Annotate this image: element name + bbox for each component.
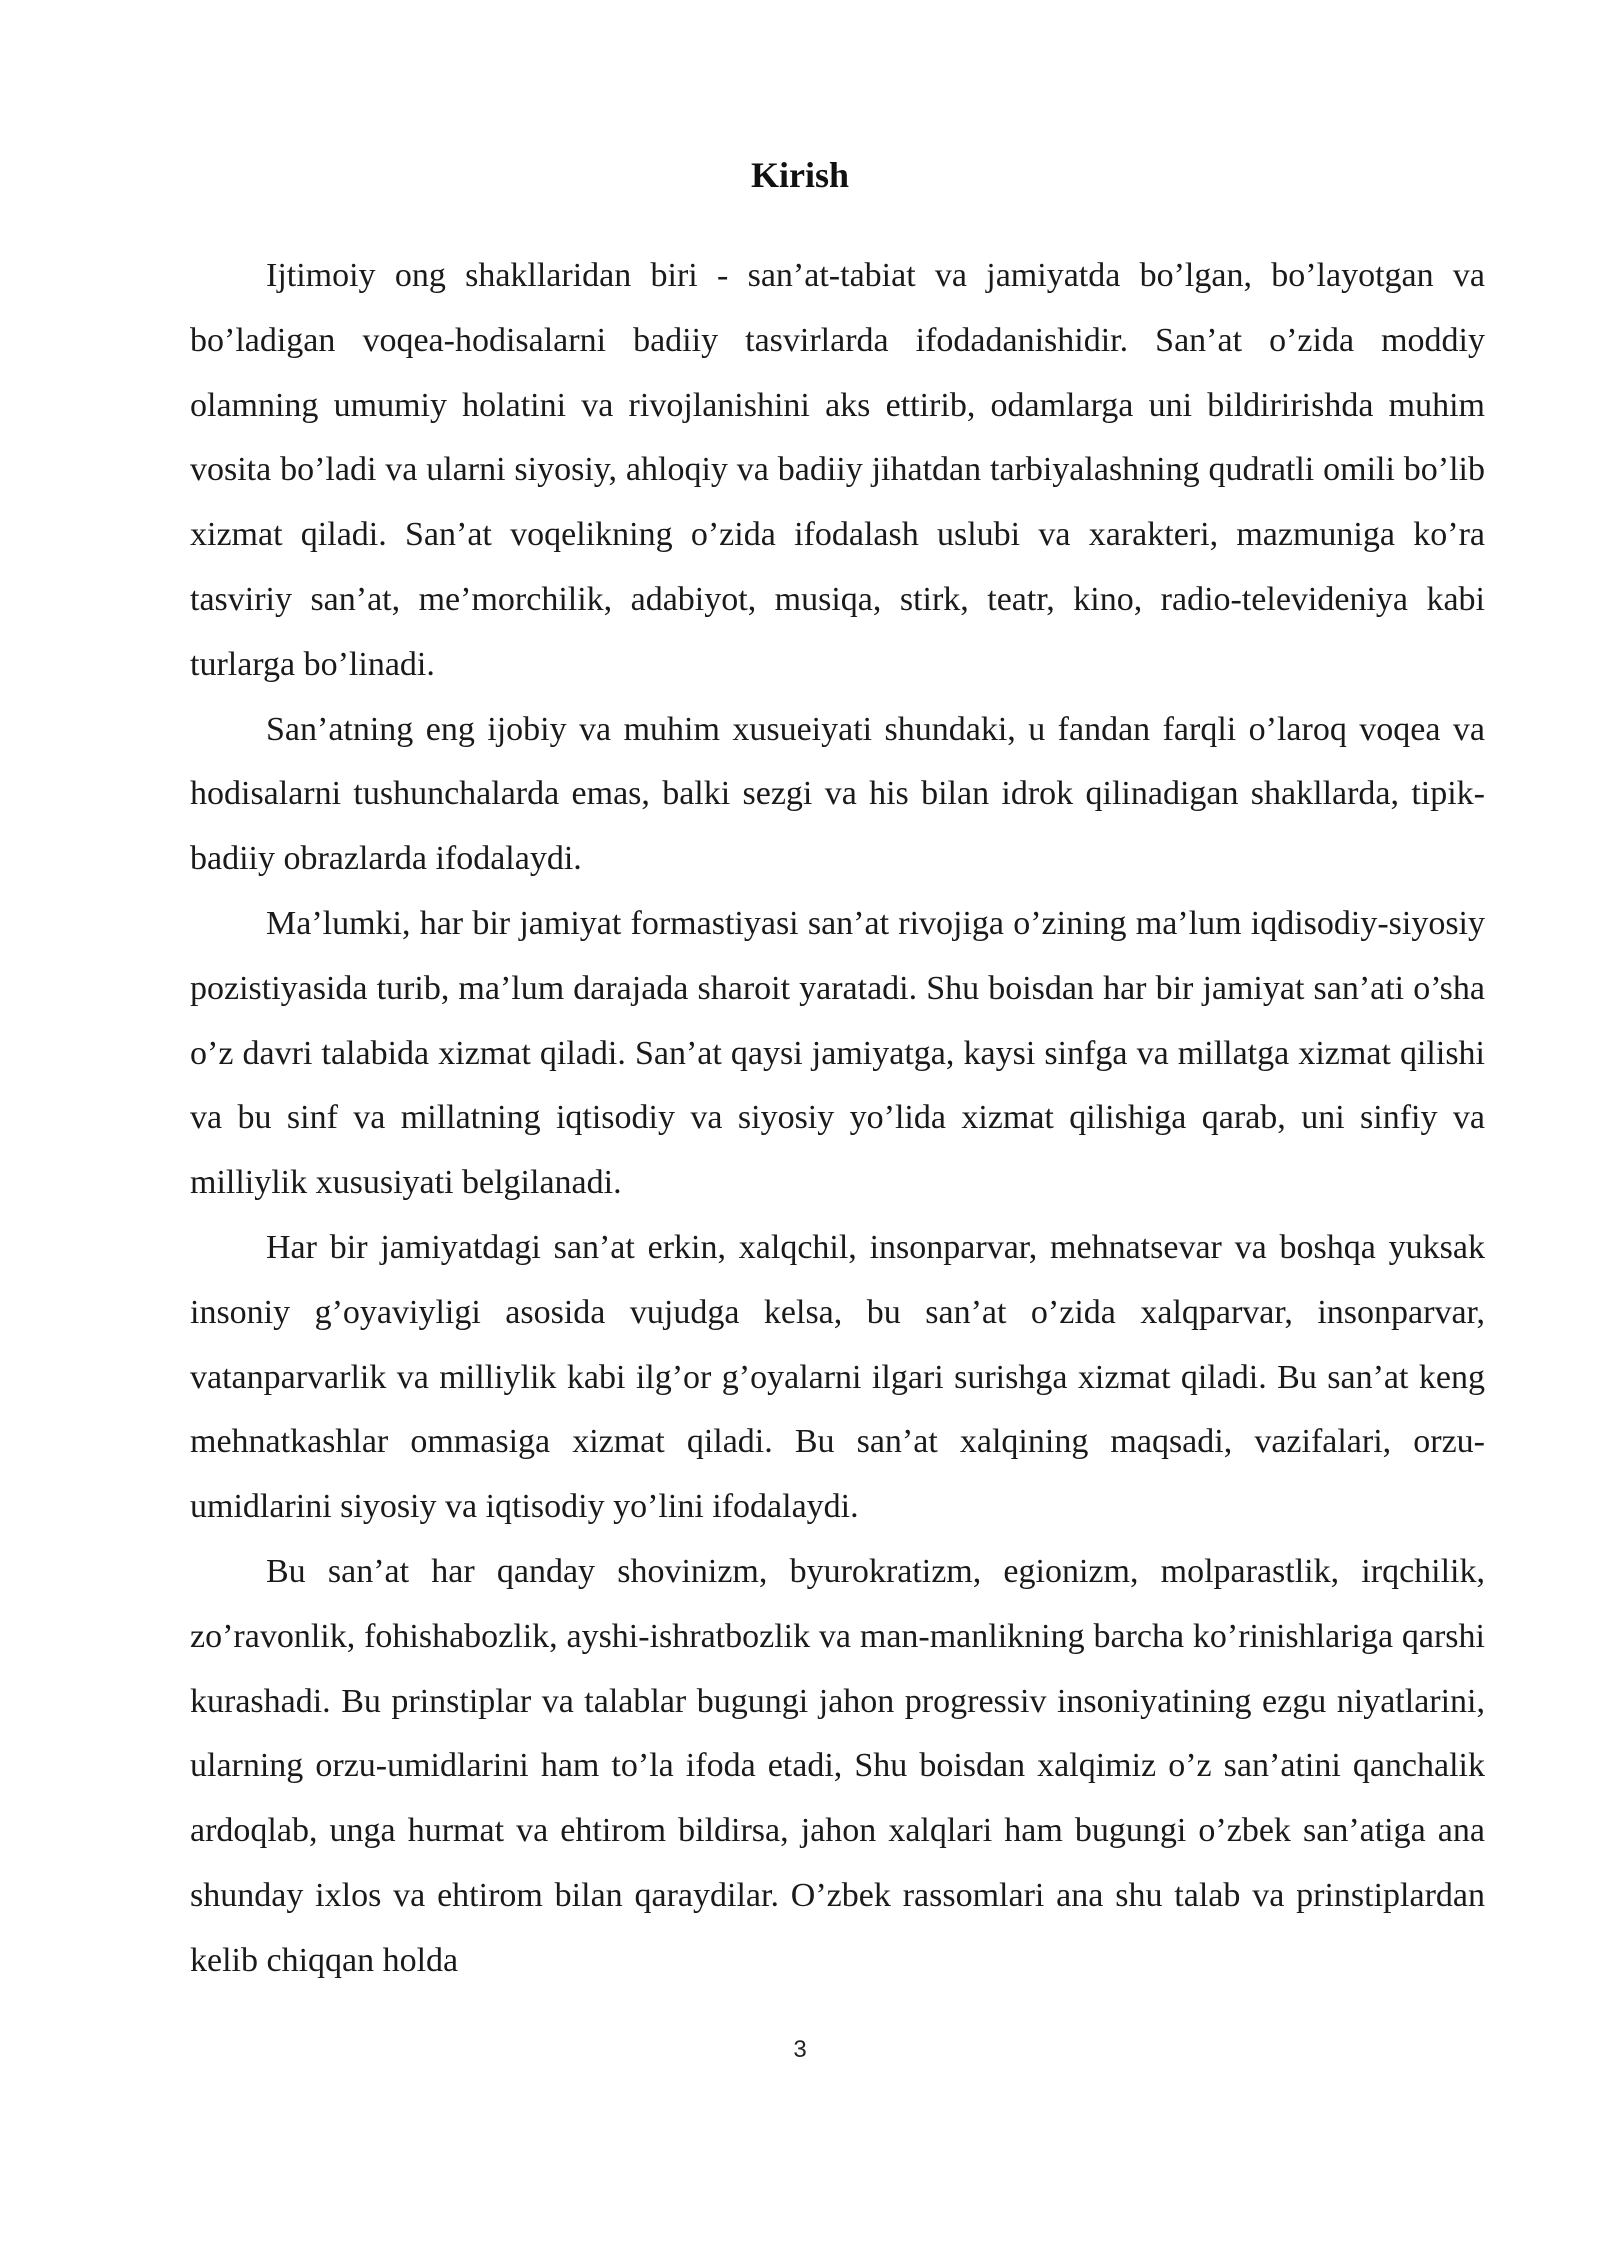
paragraph-2: San’atning eng ijobiy va muhim xusueiyati shundaki, u fandan farqli o’laroq voqea va hodisalarni tushunchalarda emas, balki sezgi va his bilan idrok qilinadigan shakllarda, tipik-badiiy obrazlarda ifodalaydi.: [190, 710, 1485, 878]
body-text: [190, 244, 1485, 1994]
page-title: Kirish: [750, 155, 849, 195]
paragraph-5: Bu san’at har qanday shovinizm, byurokratizm, egionizm, molparastlik, irqchilik, zo’ravonlik, fohishabozlik, ayshi-ishratbozlik va man-manlikning barcha ko’rinishlariga qarshi kurashadi. Bu prinstiplar va talablar bugungi jahon progressiv insoniyatining ezgu niyatlarini, ularning orzu-umidlarini ham to’la ifoda etadi, Shu boisdan xalqimiz o’z san’atini qanchalik ardoqlab, unga hurmat va ehtirom bildirsa, jahon xalqlari ham bugungi o’zbek san’atiga ana shunday ixlos va ehtirom bilan qaraydilar. O’zbek rassomlari ana shu talab va prinstiplardan kelib chiqqan holda: [190, 1552, 1485, 1979]
paragraph-3: Ma’lumki, har bir jamiyat formastiyasi san’at rivojiga o’zining ma’lum iqdisodiy-siyosiy pozistiyasida turib, ma’lum darajada sharoit yaratadi. Shu boisdan har bir jamiyat san’ati o’sha o’z davri talabida xizmat qiladi. San’at qaysi jamiyatga, kaysi sinfga va millatga xizmat qilishi va bu sinf va millatning iqtisodiy va siyosiy yo’lida xizmat qilishiga qarab, uni sinfiy va milliylik xususiyati belgilanadi.: [190, 904, 1485, 1202]
page-number: 3: [793, 2036, 807, 2063]
paragraph-4: Har bir jamiyatdagi san’at erkin, xalqchil, insonparvar, mehnatsevar va boshqa yuksak insoniy g’oyaviyligi asosida vujudga kelsa, bu san’at o’zida xalqparvar, insonparvar, vatanparvarlik va milliylik kabi ilg’or g’oyalarni ilgari surishga xizmat qiladi. Bu san’at keng mehnatkashlar ommasiga xizmat qiladi. Bu san’at xalqining maqsadi, vazifalari, orzu-umidlarini siyosiy va iqtisodiy yo’lini ifodalaydi.: [190, 1228, 1485, 1526]
paragraph-1: Ijtimoiy ong shakllaridan biri - san’at-tabiat va jamiyatda bo’lgan, bo’layotgan va bo’ladigan voqea-hodisalarni badiiy tasvirlarda ifodadanishidir. San’at o’zida moddiy olamning umumiy holatini va rivojlanishini aks ettirib, odamlarga uni bildiririshda muhim vosita bo’ladi va ularni siyosiy, ahloqiy va badiiy jihatdan tarbiyalashning qudratli omili bo’lib xizmat qiladi. San’at voqelikning o’zida ifodalash uslubi va xarakteri, mazmuniga ko’ra tasviriy san’at, me’morchilik, adabiyot, musiqa, stirk, teatr, kino, radio-televideniya kabi turlarga bo’linadi.: [190, 257, 1485, 683]
